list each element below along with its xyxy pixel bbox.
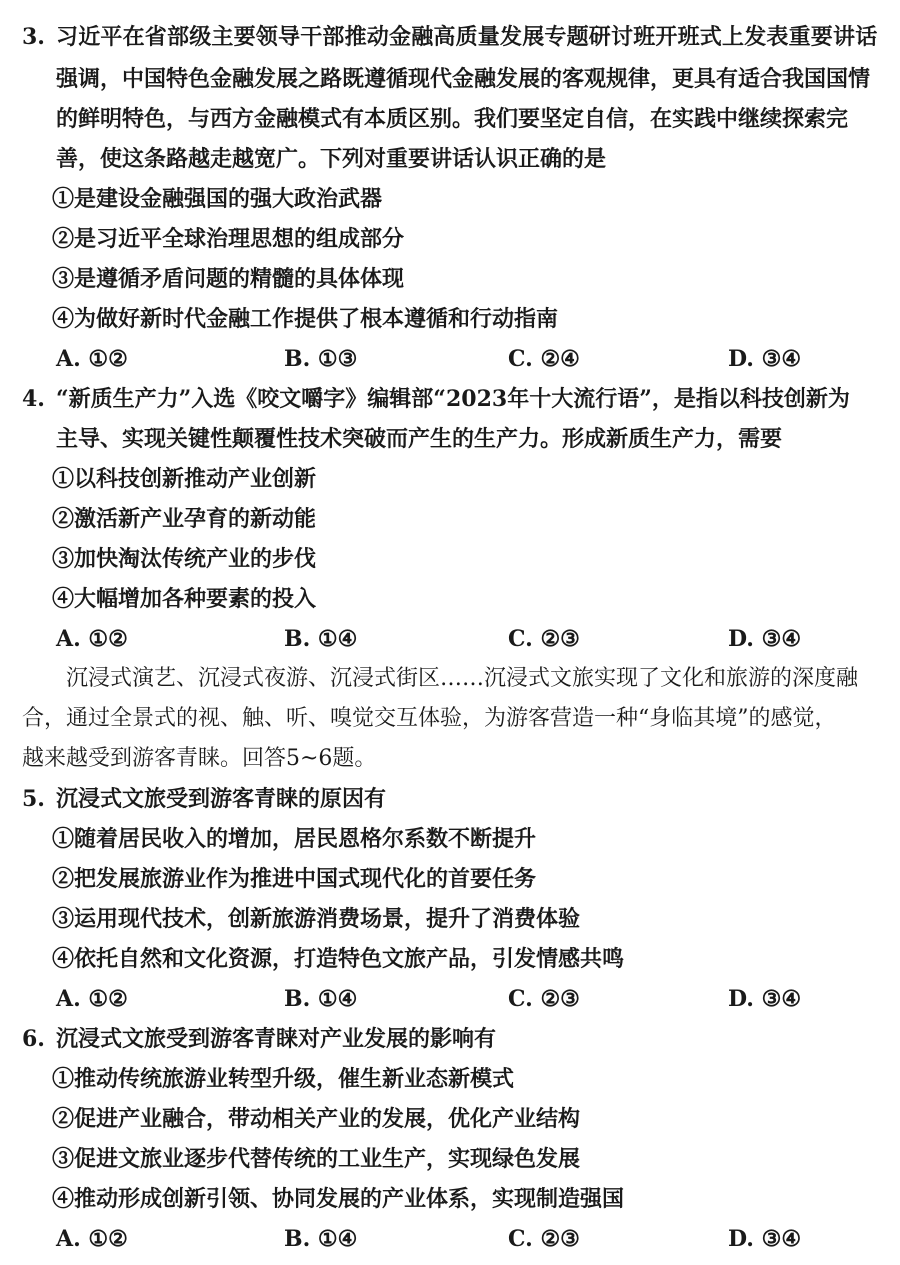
choice-d[interactable]: D. ③④	[728, 1226, 802, 1252]
choice-c[interactable]: C. ②③	[508, 1226, 580, 1252]
choice-b[interactable]: B. ①④	[284, 1226, 358, 1252]
question-number: 3.	[22, 24, 45, 50]
statement-1: ①随着居民收入的增加，居民恩格尔系数不断提升	[52, 826, 537, 852]
choice-c[interactable]: C. ②③	[508, 626, 580, 652]
statement-1: ①是建设金融强国的强大政治武器	[52, 186, 383, 212]
statement-2: ②促进产业融合，带动相关产业的发展，优化产业结构	[52, 1106, 581, 1132]
statement-3: ③加快淘汰传统产业的步伐	[52, 546, 317, 572]
question-number: 4.	[22, 386, 45, 412]
question-stem-line: 沉浸式文旅受到游客青睐的原因有	[56, 786, 387, 812]
statement-2: ②把发展旅游业作为推进中国式现代化的首要任务	[52, 866, 537, 892]
statement-1: ①推动传统旅游业转型升级，催生新业态新模式	[52, 1066, 515, 1092]
statement-2: ②激活新产业孕育的新动能	[52, 506, 317, 532]
choice-b[interactable]: B. ①④	[284, 986, 358, 1012]
choice-d[interactable]: D. ③④	[728, 986, 802, 1012]
answer-choices	[52, 1224, 882, 1254]
question-stem-line: 主导、实现关键性颠覆性技术突破而产生的生产力。形成新质生产力，需要	[56, 426, 783, 452]
question-stem-line: 沉浸式文旅受到游客青睐对产业发展的影响有	[56, 1026, 497, 1052]
choice-c[interactable]: C. ②④	[508, 346, 580, 372]
passage-line: 沉浸式演艺、沉浸式夜游、沉浸式街区……沉浸式文旅实现了文化和旅游的深度融	[66, 666, 859, 691]
statement-3: ③促进文旅业逐步代替传统的工业生产，实现绿色发展	[52, 1146, 581, 1172]
statement-4: ④推动形成创新引领、协同发展的产业体系，实现制造强国	[52, 1186, 625, 1212]
statement-3: ③是遵循矛盾问题的精髓的具体体现	[52, 266, 405, 292]
statement-4: ④为做好新时代金融工作提供了根本遵循和行动指南	[52, 306, 559, 332]
choice-b[interactable]: B. ①③	[284, 346, 358, 372]
statement-3: ③运用现代技术，创新旅游消费场景，提升了消费体验	[52, 906, 581, 932]
passage-line: 越来越受到游客青睐。回答5~6题。	[22, 746, 377, 771]
statement-1: ①以科技创新推动产业创新	[52, 466, 317, 492]
answer-choices	[52, 624, 882, 654]
question-stem-line: “新质生产力”入选《咬文嚼字》编辑部“2023年十大流行语”，是指以科技创新为	[56, 386, 850, 412]
statement-4: ④大幅增加各种要素的投入	[52, 586, 317, 612]
answer-choices	[52, 344, 882, 374]
passage-line: 合，通过全景式的视、触、听、嗅觉交互体验，为游客营造一种“身临其境”的感觉，	[22, 706, 837, 731]
question-stem-line: 善，使这条路越走越宽广。下列对重要讲话认识正确的是	[56, 146, 607, 172]
question-number: 6.	[22, 1026, 45, 1052]
statement-4: ④依托自然和文化资源，打造特色文旅产品，引发情感共鸣	[52, 946, 625, 972]
question-stem-line: 习近平在省部级主要领导干部推动金融高质量发展专题研讨班开班式上发表重要讲话	[56, 24, 878, 50]
choice-a[interactable]: A. ①②	[56, 346, 128, 372]
question-stem-line: 强调，中国特色金融发展之路既遵循现代金融发展的客观规律，更具有适合我国国情	[56, 66, 871, 92]
answer-choices	[52, 984, 882, 1014]
choice-b[interactable]: B. ①④	[284, 626, 358, 652]
question-number: 5.	[22, 786, 45, 812]
choice-a[interactable]: A. ①②	[56, 986, 128, 1012]
choice-d[interactable]: D. ③④	[728, 346, 802, 372]
choice-a[interactable]: A. ①②	[56, 626, 128, 652]
choice-c[interactable]: C. ②③	[508, 986, 580, 1012]
statement-2: ②是习近平全球治理思想的组成部分	[52, 226, 405, 252]
question-stem-line: 的鲜明特色，与西方金融模式有本质区别。我们要坚定自信，在实践中继续探索完	[56, 106, 849, 132]
choice-a[interactable]: A. ①②	[56, 1226, 128, 1252]
choice-d[interactable]: D. ③④	[728, 626, 802, 652]
